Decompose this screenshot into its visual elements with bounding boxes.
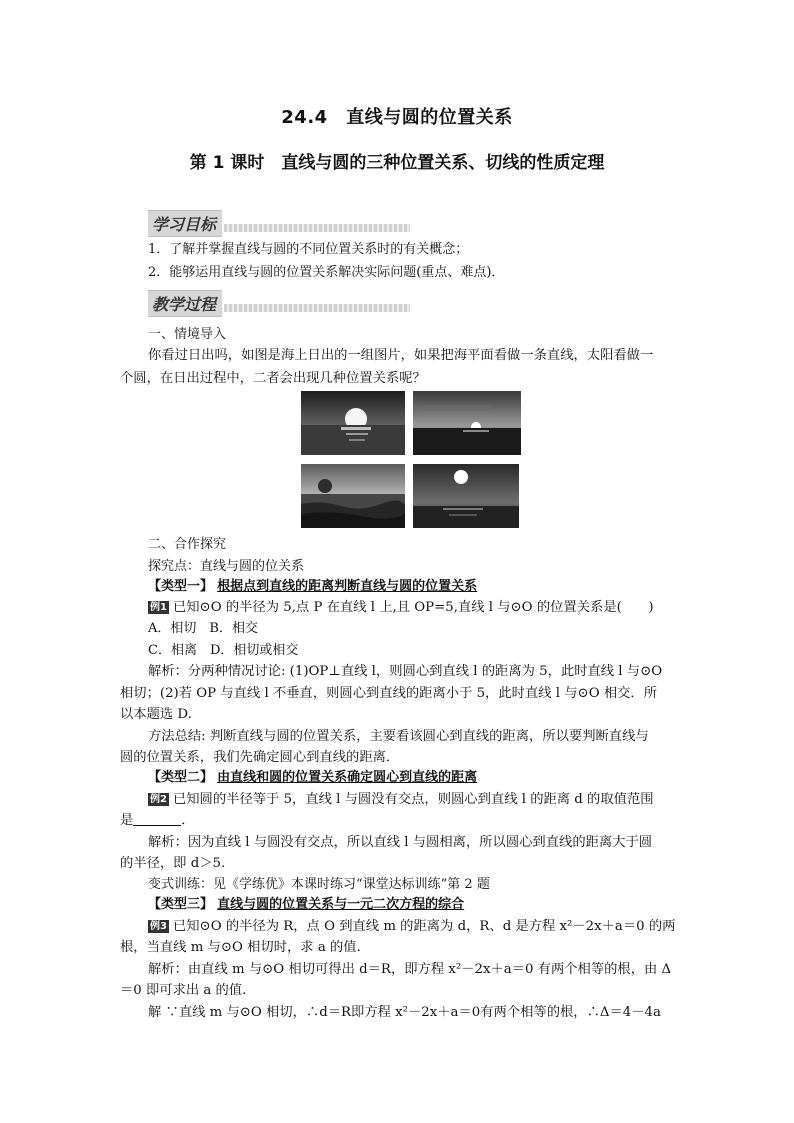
variant-training: 变式训练：见《学练优》本课时练习“课堂达标训练”第 2 题 bbox=[148, 877, 490, 892]
answer-options: A．相切 B．相交 bbox=[148, 621, 258, 636]
section-divider bbox=[224, 224, 410, 232]
section-divider bbox=[224, 304, 410, 312]
solution-line: 解析：分两种情况讨论: (1)OP⊥直线 l，则圆心到直线 l 的距离为 5，此时直线 l 与⊙O bbox=[148, 664, 663, 679]
question-text: 已知⊙O 的半径为 5,点 P 在直线 l 上,且 OP=5,直线 l 与⊙O 的位置关系是( ) bbox=[172, 600, 654, 615]
type-label: 【类型二】 bbox=[148, 770, 214, 785]
type-title: 由直线和圆的位置关系确定圆心到直线的距离 bbox=[217, 770, 478, 785]
type-label: 【类型三】 bbox=[148, 897, 214, 912]
goal-item: 1．了解并掌握直线与圆的不同位置关系时的有关概念； bbox=[148, 242, 469, 257]
explore-point: 探究点：直线与圆的位关系 bbox=[148, 559, 305, 574]
example-badge: 例3 bbox=[150, 921, 167, 932]
solution-line: 解析：由直线 m 与⊙O 相切可得出 d＝R，即方程 x²－2x＋a＝0 有两个相等的根，由 Δ bbox=[148, 962, 672, 977]
answer-options: C．相离 D．相切或相交 bbox=[148, 643, 299, 658]
method-summary: 方法总结: 判断直线与圆的位置关系，主要看该圆心到直线的距离，所以要判断直线与 bbox=[148, 729, 649, 744]
section-header-goals bbox=[148, 211, 410, 235]
example-question bbox=[148, 790, 654, 810]
type-title: 直线与圆的位置关系与一元二次方程的综合 bbox=[217, 897, 465, 912]
question-line bbox=[120, 811, 195, 831]
solution-line: ＝0 即可求出 a 的值. bbox=[120, 983, 247, 998]
question-text: ． bbox=[181, 813, 195, 828]
answer-blank bbox=[133, 811, 181, 826]
section-header-process bbox=[148, 291, 410, 315]
type-label: 【类型一】 bbox=[148, 579, 214, 594]
method-summary: 圆的位置关系，我们先确定圆心到直线的距离． bbox=[120, 750, 400, 765]
explore-heading: 二、合作探究 bbox=[148, 537, 227, 552]
solution-line: 以本题选 D. bbox=[120, 707, 192, 722]
solution-line: 解析：因为直线 l 与圆没有交点，所以直线 l 与圆相离，所以圆心到直线的距离大于圆 bbox=[148, 835, 653, 850]
question-line: 根，当直线 m 与⊙O 相切时，求 a 的值． bbox=[120, 940, 370, 955]
intro-paragraph-line: 个圆，在日出过程中，二者会出现几种位置关系呢？ bbox=[120, 371, 426, 386]
type-title: 根据点到直线的距离判断直线与圆的位置关系 bbox=[217, 579, 478, 594]
type-heading bbox=[148, 577, 477, 597]
question-text: 是 bbox=[120, 813, 134, 828]
intro-paragraph-line: 你看过日出吗，如图是海上日出的一组图片，如果把海平面看做一条直线，太阳看做一 bbox=[148, 348, 654, 363]
page-title: 24.4 直线与圆的位置关系 bbox=[281, 107, 513, 128]
question-text: 已知圆的半径等于 5，直线 l 与圆没有交点，则圆心到直线 l 的距离 d 的取值范围 bbox=[172, 792, 654, 807]
example-question bbox=[148, 598, 654, 618]
solution-line: 相切；(2)若 OP 与直线 l 不垂直，则圆心到直线的距离小于 5，此时直线 l 与⊙O 相交．所 bbox=[120, 686, 658, 701]
section-label-process: 教学过程 bbox=[148, 290, 222, 317]
sunrise-photo-4 bbox=[413, 464, 519, 528]
type-heading bbox=[148, 895, 464, 915]
sunrise-photo-1 bbox=[301, 391, 405, 455]
sunrise-photo-2 bbox=[413, 391, 521, 455]
answer-line: 解 ∵直线 m 与⊙O 相切，∴d＝R即方程 x²－2x＋a＝0有两个相等的根，∴Δ＝4－4a bbox=[148, 1005, 661, 1020]
sunrise-photo-3 bbox=[301, 464, 405, 528]
solution-line: 的半径，即 d＞5. bbox=[120, 856, 226, 871]
type-heading bbox=[148, 768, 477, 788]
section-label-goals: 学习目标 bbox=[148, 210, 222, 237]
lesson-subtitle: 第 1 课时 直线与圆的三种位置关系、切线的性质定理 bbox=[189, 153, 605, 173]
intro-heading: 一、情境导入 bbox=[148, 327, 227, 342]
goal-item: 2．能够运用直线与圆的位置关系解决实际问题(重点、难点)． bbox=[148, 265, 505, 280]
example-badge: 例1 bbox=[150, 602, 167, 613]
example-question bbox=[148, 917, 675, 937]
example-badge: 例2 bbox=[150, 794, 167, 805]
question-text: 已知⊙O 的半径为 R，点 O 到直线 m 的距离为 d，R、d 是方程 x²－2x＋a＝0 的两 bbox=[172, 919, 676, 934]
